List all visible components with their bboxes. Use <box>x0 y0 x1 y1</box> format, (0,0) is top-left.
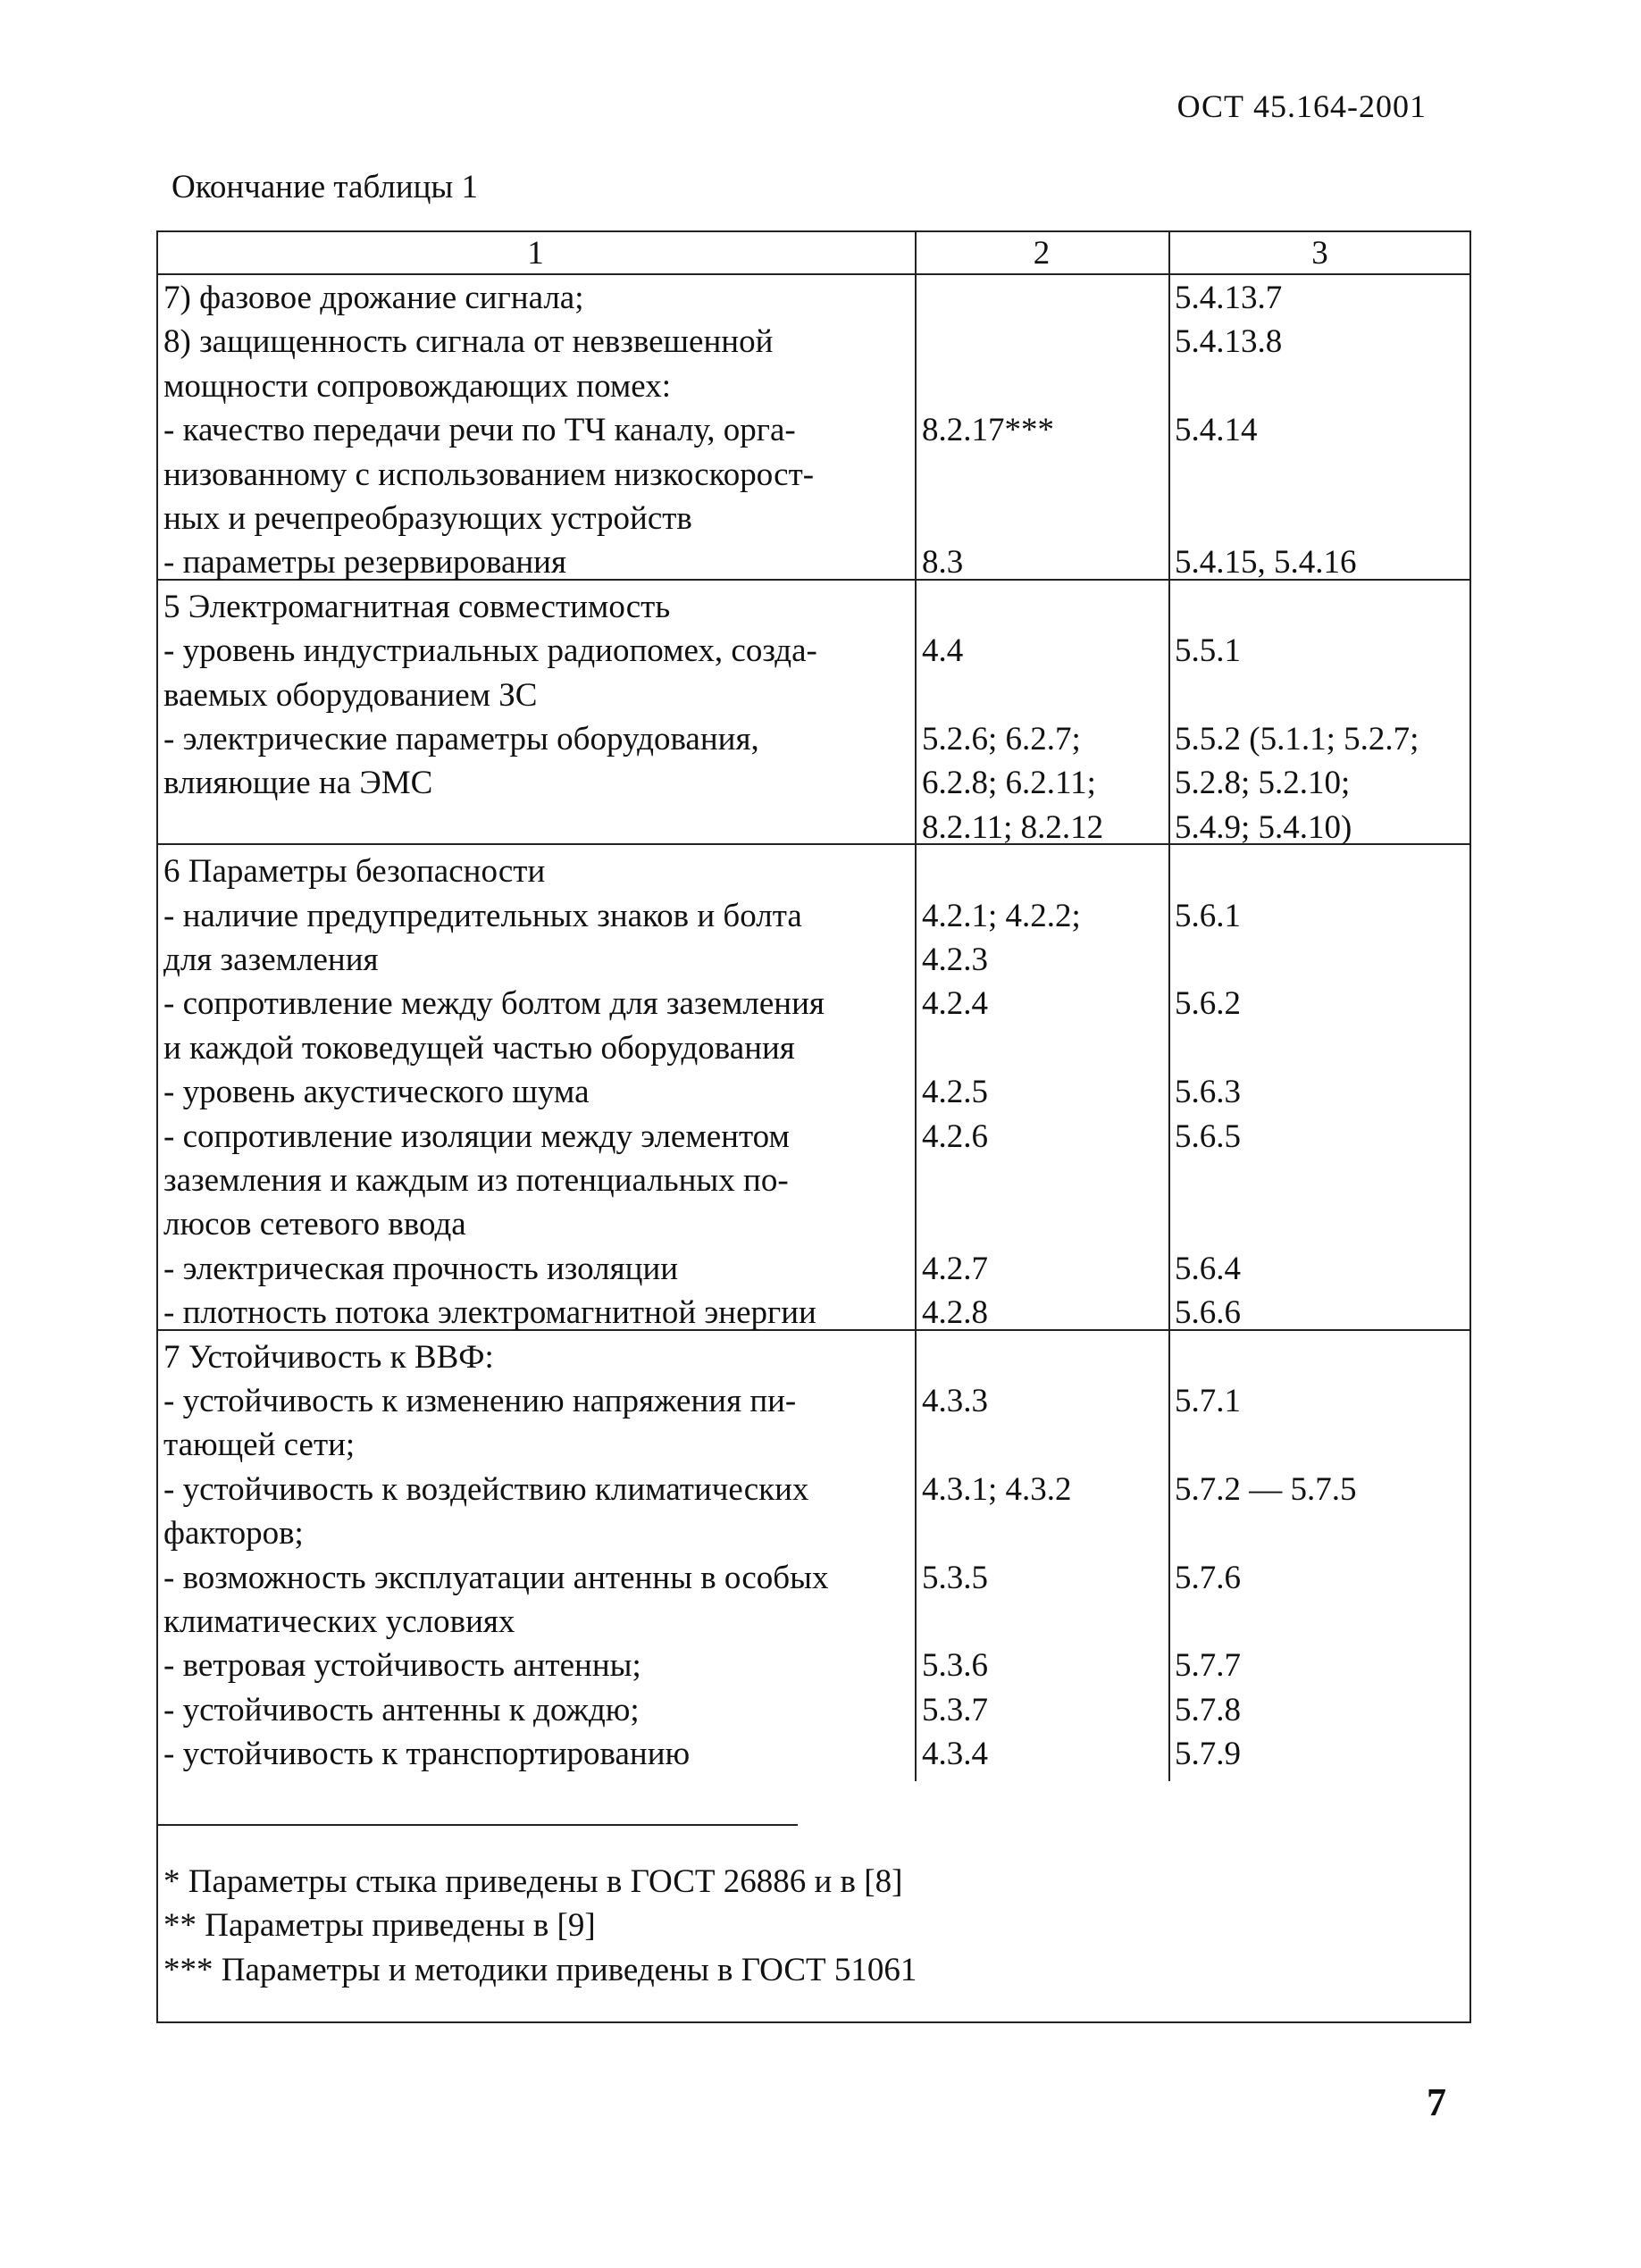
table-cell-col3: 5.7.6 <box>1175 1559 1241 1596</box>
table-cell-col3: 5.6.4 <box>1175 1250 1241 1287</box>
table-row <box>156 1115 1471 1159</box>
table-row <box>156 1644 1471 1687</box>
table-row <box>156 629 1471 673</box>
table-cell-col1: - уровень индустриальных радиопомех, созда- <box>163 632 817 670</box>
table-cell-col1: 8) защищенность сигнала от невзвешенной <box>163 323 774 361</box>
table-cell-col1: - уровень акустического шума <box>163 1074 590 1111</box>
table-cell-col1: - параметры резервирования <box>163 544 566 582</box>
table-cell-col3: 5.4.9; 5.4.10) <box>1175 808 1352 846</box>
table-cell-col1: - устойчивость антенны к дождю; <box>163 1691 640 1728</box>
table-row <box>156 408 1471 452</box>
table-cell-col3: 5.4.13.7 <box>1175 280 1283 316</box>
table-row <box>156 1291 1471 1335</box>
table-cell-col1: - электрическая прочность изоляции <box>163 1250 679 1287</box>
table-cell-col1: - ветровая устойчивость антенны; <box>163 1647 641 1685</box>
footnote: *** Параметры и методики приведены в ГОСТ 51061 <box>163 1951 917 1988</box>
column-header-3: 3 <box>1311 235 1328 272</box>
table-cell-col3: 5.6.1 <box>1175 897 1241 934</box>
table-cell-col1: для заземления <box>163 942 379 978</box>
table-cell-col1: ных и речепреобразующих устройств <box>163 500 692 537</box>
table-row <box>156 1600 1471 1644</box>
table-cell-col1: 7) фазовое дрожание сигнала; <box>163 280 584 316</box>
table-cell-col3: 5.4.13.8 <box>1175 323 1283 361</box>
table-row <box>156 585 1471 629</box>
table-row <box>156 540 1471 584</box>
table-cell-col3: 5.5.2 (5.1.1; 5.2.7; <box>1175 721 1419 757</box>
table-cell-col2: 6.2.8; 6.2.11; <box>922 765 1096 802</box>
table-cell-col1: 7 Устойчивость к ВВФ: <box>163 1338 494 1376</box>
table-cell-col2: 4.4 <box>922 632 964 670</box>
document-code: ОСТ 45.164-2001 <box>1176 88 1427 124</box>
table-cell-col2: 4.2.4 <box>922 985 988 1023</box>
table-caption: Окончание таблицы 1 <box>172 169 479 205</box>
table-cell-col2: 4.2.7 <box>922 1250 988 1287</box>
table-cell-col3: 5.7.1 <box>1175 1383 1241 1419</box>
footnote: * Параметры стыка приведены в ГОСТ 26886 и в [8] <box>163 1863 903 1900</box>
table-cell-col1: - электрические параметры оборудования, <box>163 721 759 757</box>
table-row <box>156 806 1471 849</box>
table-row <box>156 320 1471 364</box>
table-cell-col2: 8.2.11; 8.2.12 <box>922 808 1104 846</box>
table-cell-col2: 4.2.8 <box>922 1294 988 1332</box>
table-cell-col2: 5.3.7 <box>922 1691 988 1728</box>
column-header-1: 1 <box>527 235 544 272</box>
footnote: ** Параметры приведены в [9] <box>163 1907 596 1945</box>
table-row <box>156 1159 1471 1202</box>
table-row <box>156 1688 1471 1732</box>
table-row <box>156 1335 1471 1379</box>
table-cell-col1: влияющие на ЭМС <box>163 765 433 802</box>
column-header-2: 2 <box>1033 235 1051 272</box>
table-cell-col2: 5.3.6 <box>922 1647 988 1685</box>
table-row <box>156 1556 1471 1600</box>
table-cell-col2: 4.3.1; 4.3.2 <box>922 1470 1072 1508</box>
header-divider <box>156 273 1471 275</box>
table-cell-col3: 5.4.14 <box>1175 412 1258 449</box>
table-cell-col1: - качество передачи речи по ТЧ каналу, орга- <box>163 412 796 449</box>
table-cell-col2: 8.3 <box>922 544 964 582</box>
table-cell-col2: 4.2.1; 4.2.2; <box>922 897 1081 934</box>
table-row <box>156 674 1471 717</box>
footnote-separator <box>156 1824 798 1826</box>
table-cell-col3: 5.7.8 <box>1175 1691 1241 1728</box>
table-cell-col1: мощности сопровождающих помех: <box>163 367 672 405</box>
table-cell-col3: 5.6.6 <box>1175 1294 1241 1332</box>
table-row <box>156 849 1471 893</box>
table-cell-col2: 8.2.17*** <box>922 412 1054 449</box>
table-row <box>156 982 1471 1025</box>
table-cell-col1: - сопротивление изоляции между элементом <box>163 1117 790 1155</box>
table-row <box>156 1468 1471 1511</box>
table-cell-col3: 5.7.2 — 5.7.5 <box>1175 1470 1357 1508</box>
table-row <box>156 761 1471 805</box>
table-cell-col2: 5.2.6; 6.2.7; <box>922 721 1081 757</box>
table-cell-col1: - наличие предупредительных знаков и болта <box>163 897 802 934</box>
table-cell-col3: 5.7.9 <box>1175 1736 1241 1773</box>
table-row <box>156 1379 1471 1423</box>
table-cell-col1: климатических условиях <box>163 1603 515 1640</box>
table-cell-col1: - сопротивление между болтом для заземления <box>163 985 825 1023</box>
table-cell-col2: 4.3.3 <box>922 1383 988 1419</box>
table-cell-col3: 5.6.5 <box>1175 1117 1241 1155</box>
table-cell-col3: 5.4.15, 5.4.16 <box>1175 544 1357 582</box>
table-row <box>156 364 1471 408</box>
table-cell-col1: и каждой токоведущей частью оборудования <box>163 1029 795 1067</box>
table-row <box>156 1026 1471 1070</box>
table-cell-col1: - плотность потока электромагнитной энергии <box>163 1294 816 1332</box>
table-cell-col2: 5.3.5 <box>922 1559 988 1596</box>
table-row <box>156 1511 1471 1555</box>
table-row <box>156 1202 1471 1246</box>
table-cell-col3: 5.5.1 <box>1175 632 1241 670</box>
table-row <box>156 1732 1471 1776</box>
table-row <box>156 1247 1471 1291</box>
table-row <box>156 497 1471 540</box>
table-row <box>156 717 1471 761</box>
table-cell-col3: 5.6.3 <box>1175 1074 1241 1111</box>
table-cell-col1: люсов сетевого ввода <box>163 1206 466 1243</box>
table-cell-col3: 5.2.8; 5.2.10; <box>1175 765 1351 802</box>
table-cell-col1: низованному с использованием низкоскорост- <box>163 456 815 493</box>
table-cell-col1: - возможность эксплуатации антенны в особых <box>163 1559 829 1596</box>
table-row <box>156 938 1471 982</box>
page-number: 7 <box>1427 2080 1446 2124</box>
table-row <box>156 276 1471 320</box>
table-cell-col2: 4.3.4 <box>922 1736 988 1773</box>
table-cell-col1: заземления и каждым из потенциальных по- <box>163 1162 789 1199</box>
table-cell-col1: - устойчивость к воздействию климатических <box>163 1470 809 1508</box>
footnotes <box>163 1860 917 1992</box>
table-cell-col1: 5 Электромагнитная совместимость <box>163 588 671 625</box>
table-cell-col2: 4.2.6 <box>922 1117 988 1155</box>
table-cell-col2: 4.2.5 <box>922 1074 988 1111</box>
table-cell-col1: тающей сети; <box>163 1427 356 1464</box>
table-cell-col1: факторов; <box>163 1515 304 1552</box>
table-row <box>156 894 1471 938</box>
table-cell-col3: 5.6.2 <box>1175 985 1241 1023</box>
table-cell-col1: - устойчивость к транспортированию <box>163 1736 691 1773</box>
table-row <box>156 453 1471 497</box>
table-cell-col3: 5.7.7 <box>1175 1647 1241 1685</box>
table-row <box>156 1070 1471 1114</box>
table-cell-col2: 4.2.3 <box>922 942 988 978</box>
table-cell-col1: - устойчивость к изменению напряжения пи- <box>163 1383 797 1419</box>
table-row <box>156 1423 1471 1467</box>
table-cell-col1: 6 Параметры безопасности <box>163 853 546 891</box>
table-cell-col1: ваемых оборудованием ЗС <box>163 676 538 714</box>
